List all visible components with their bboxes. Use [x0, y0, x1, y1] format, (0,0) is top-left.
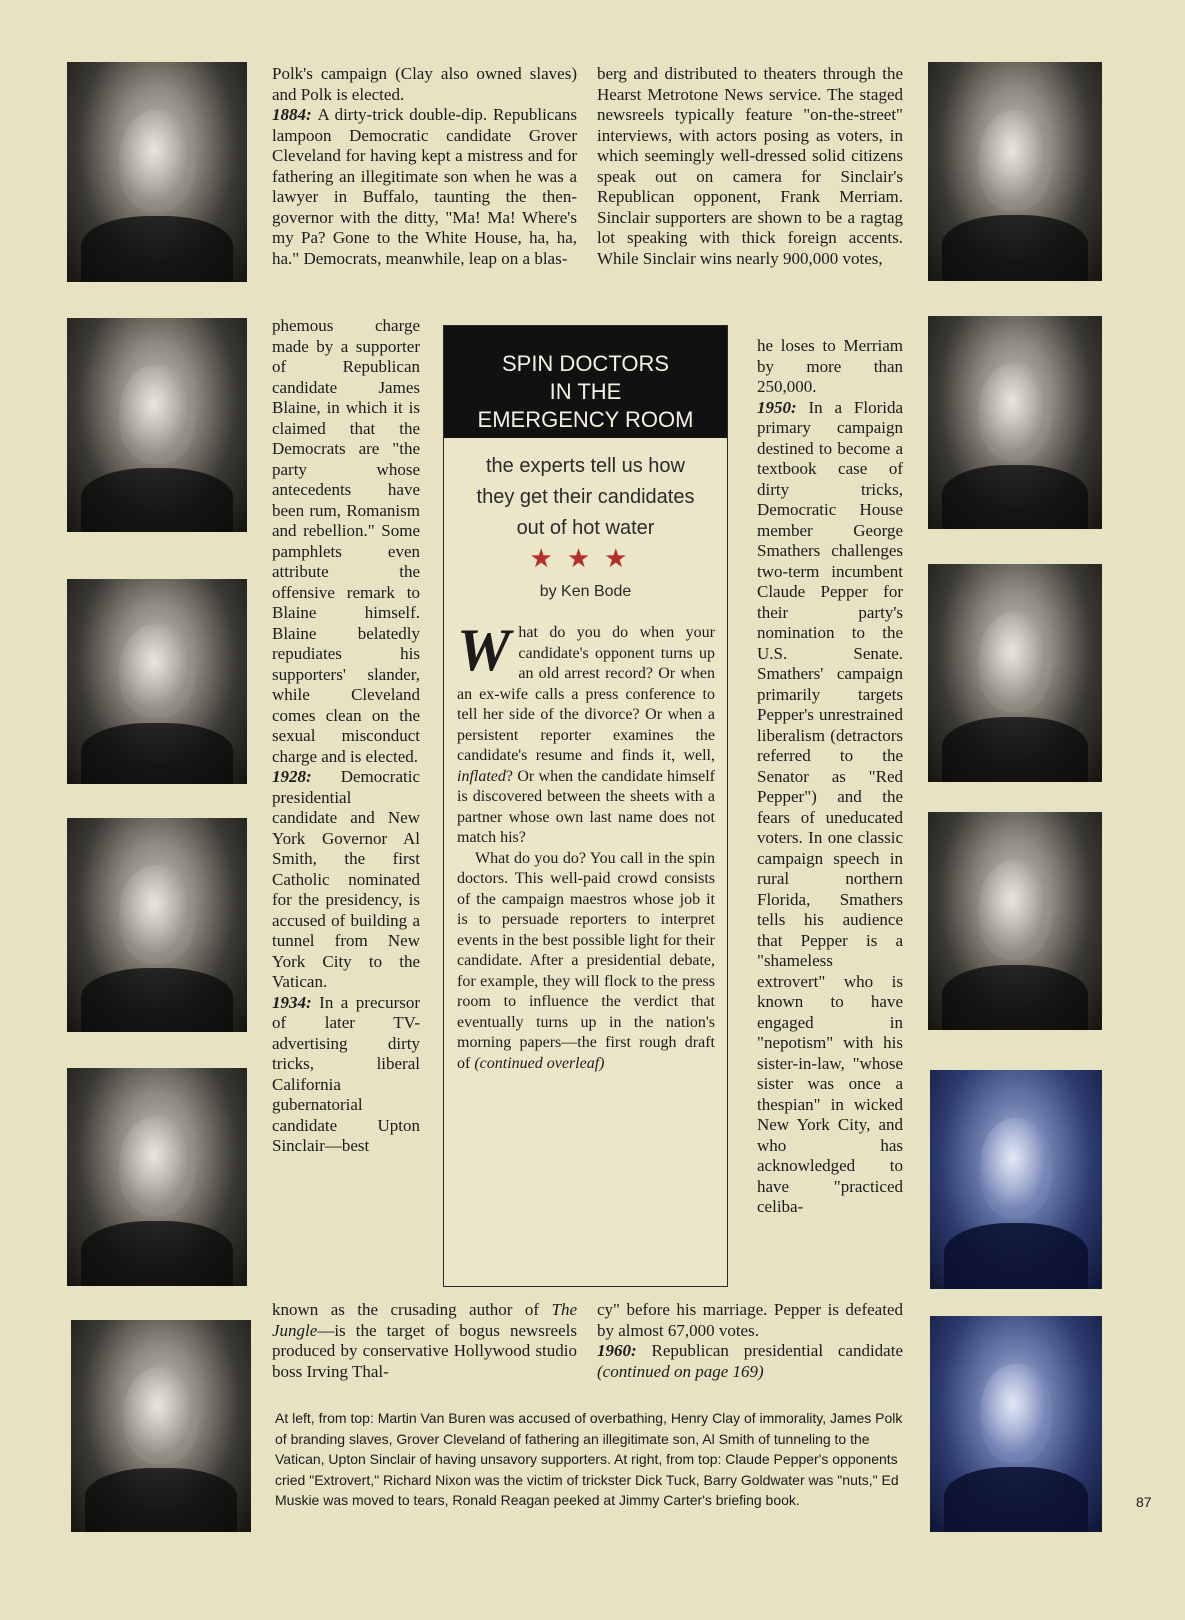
- sidebar-subtitle: [444, 451, 727, 544]
- portrait-sinclair: [71, 1320, 251, 1532]
- portrait-smith: [67, 1068, 247, 1286]
- drop-cap: W: [457, 617, 511, 683]
- para-1950: In a Florida primary campaign destined to become a textbook case of dirty tricks, Democratic House member George Smathers challenges two-term incumbent Claude Pepper for their party's nomination to the U.S. Senate. Smathers' campaign primarily targets Pepper's unrestrained liberalism (detractors referred to the Senator as "Red Pepper") and the fears of uneducated voters. In one classic campaign speech in rural northern Florida, Smathers tells his audience that Pepper is a "shameless extrovert" who is known to have engaged in "nepotism" with his sister-in-law, "whose sister was once a thespian" in wicked New York City, and who has acknowledged to have "practiced celiba-: [757, 397, 903, 1216]
- portrait-goldwater: [928, 564, 1102, 782]
- year-1950: 1950:: [757, 397, 797, 417]
- book-title: The Jungle: [272, 1300, 577, 1340]
- portrait-clay: [67, 318, 247, 532]
- portrait-van-buren: [67, 62, 247, 282]
- para-1928: Democratic presidential candidate and New York Governor Al Smith, the first Catholic nominated for the presidency, is accused of building a tunnel from New York City to the Vatican.: [272, 767, 420, 991]
- portrait-tuck: [928, 62, 1102, 281]
- portrait-nixon: [928, 316, 1102, 529]
- portrait-cleveland: [67, 818, 247, 1032]
- year-1884: 1884:: [272, 105, 312, 124]
- year-1934: 1934:: [272, 992, 312, 1012]
- sidebar-title: [444, 326, 727, 438]
- sidebar-title-line-3: EMERGENCY ROOM: [477, 407, 694, 432]
- sidebar-title-line-2: IN THE: [549, 379, 622, 404]
- sidebar-emphasis: inflated: [457, 767, 506, 785]
- sidebar-subtitle-line-2: they get their candidates: [476, 486, 695, 508]
- col1-intro: Polk's campaign (Clay also owned slaves) and Polk is elected.: [272, 64, 577, 104]
- col1-top: [272, 64, 577, 269]
- sidebar-body: [457, 617, 715, 1074]
- portrait-carter: [930, 1316, 1102, 1532]
- sidebar-box: [443, 325, 728, 1287]
- continued-page: (continued on page 169): [597, 1361, 764, 1381]
- col3-narrow: [757, 336, 903, 1218]
- portrait-reagan: [930, 1070, 1102, 1289]
- col1-bottom: [272, 1300, 577, 1382]
- col3-cont: he loses to Merriam by more than 250,000.: [757, 336, 903, 396]
- star-ornament: ★★★: [529, 544, 642, 573]
- col3-top: [597, 64, 903, 269]
- sidebar-subtitle-line-1: the experts tell us how: [486, 455, 685, 477]
- sidebar-subtitle-line-3: out of hot water: [516, 517, 655, 539]
- para-1884: A dirty-trick double-dip. Republicans lampoon Democratic candidate Grover Cleveland for having kept a mistress and for fathering an illegitimate son when he was a lawyer in Buffalo, taunting the then-governor with the ditty, "Ma! Ma! Where's my Pa? Gone to the White House, ha, ha, ha." Democrats, meanwhile, leap on a blas-: [272, 105, 577, 268]
- para-1934: In a precursor of later TV-advertising dirty tricks, liberal California gubernatorial candidate Upton Sinclair—best: [272, 992, 421, 1155]
- photo-caption: At left, from top: Martin Van Buren was accused of overbathing, Henry Clay of immorality, James Polk of branding slaves, Grover Cleveland of fathering an illegitimate son, Al Smith of tunneling to the Vatican, Upton Sinclair of having unsavory supporters. At right, from top: Claude Pepper's opponents cried "Extrovert," Richard Nixon was the victim of trickster Dick Tuck, Barry Goldwater was "nuts," Ed Muskie was moved to tears, Ronald Reagan peeked at Jimmy Carter's briefing book.: [275, 1410, 903, 1509]
- col3-bottom-text: cy" before his marriage. Pepper is defeated by almost 67,000 votes.: [597, 1300, 903, 1340]
- col3-bottom: [597, 1300, 903, 1382]
- portrait-muskie: [928, 812, 1102, 1030]
- sidebar-para-2: What do you do? You call in the spin doctors. This well-paid crowd consists of the campaign maestros whose job it is to persuade reporters to interpret events in the best possible light for their candidate. After a presidential debate, for example, they will flock to the press room to influence the verdict that eventually turns up in the nation's morning papers—the first rough draft of: [457, 849, 715, 1072]
- portrait-polk: [67, 579, 247, 784]
- byline: by Ken Bode: [539, 583, 632, 600]
- continued-overleaf: (continued overleaf): [474, 1054, 605, 1072]
- sidebar-title-line-1: SPIN DOCTORS: [501, 351, 670, 376]
- year-1928: 1928:: [272, 767, 312, 786]
- para-1884-cont: phemous charge made by a supporter of Republican candidate James Blaine, in which it is claimed that the Democrats are "the party whose antecedents have been rum, Romanism and rebellion." Some pamphlets even attribute the offensive remark to Blaine himself. Blaine belatedly repudiates his supporters' slander, while Cleveland comes clean on the sexual misconduct charge and is elected.: [272, 316, 420, 766]
- sidebar-para-1a: hat do you do when your candidate's opponent turns up an old arrest record? Or when an ex-wife calls a press conference to tell her side of the divorce? Or when a persistent reporter examines the candidate's resume and finds it, well,: [457, 624, 715, 764]
- col1-narrow: [272, 316, 420, 1157]
- col1-bottom-pre: known as the crusading author of: [272, 1300, 552, 1319]
- year-1960: 1960:: [597, 1341, 637, 1360]
- sidebar-para-1b: ? Or when the candidate himself is discovered between the sheets with a partner whose own last name does not match his?: [457, 767, 715, 846]
- col1-bottom-post: —is the target of bogus newsreels produced by conservative Hollywood studio boss Irving Thal-: [272, 1320, 577, 1381]
- col3-top-text: berg and distributed to theaters through the Hearst Metrotone News service. The staged newsreels typically feature "on-the-street" interviews, with actors posing as voters, in which seemingly well-dressed solid citizens speak out on camera for Sinclair's Republican opponent, Frank Merriam. Sinclair supporters are shown to be a ragtag lot speaking with thick foreign accents. While Sinclair wins nearly 900,000 votes,: [597, 64, 903, 268]
- para-1960: Republican presidential candidate: [651, 1341, 904, 1360]
- page-number: 87: [1136, 1494, 1152, 1510]
